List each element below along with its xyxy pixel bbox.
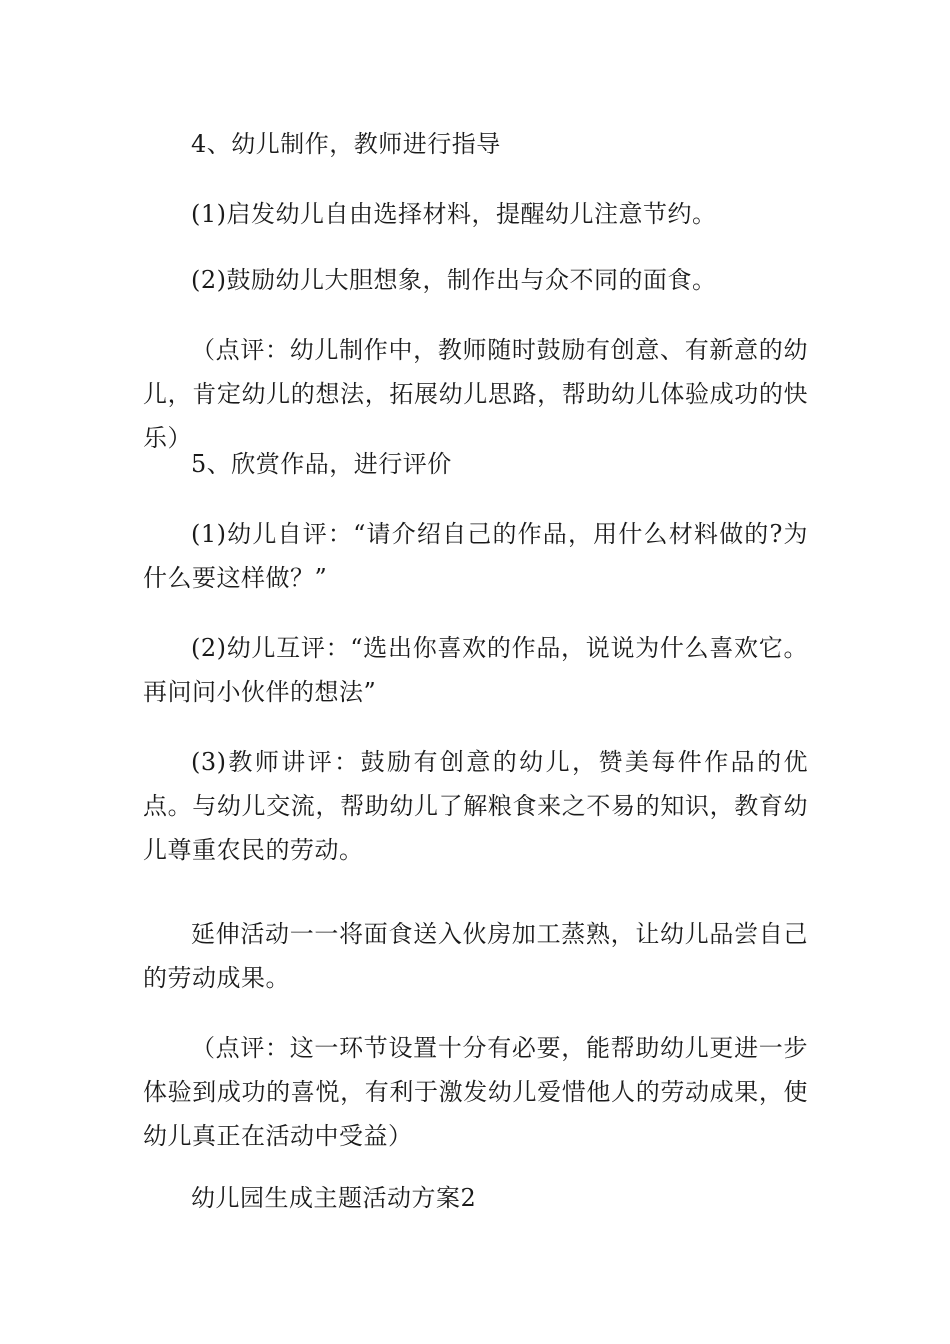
section-title: 幼儿园生成主题活动方案2 — [191, 1184, 477, 1212]
comment-paragraph-1: （点评：幼儿制作中，教师随时鼓励有创意、有新意的幼儿，肯定幼儿的想法，拓展幼儿思路，帮助幼儿体验成功的快乐） — [143, 336, 808, 452]
step-4-item-1: (1)启发幼儿自由选择材料，提醒幼儿注意节约。 — [191, 200, 717, 228]
step-5-item-1: (1)幼儿自评：“请介绍自己的作品，用什么材料做的?为什么要这样做？” — [143, 520, 808, 592]
step-4-heading: 4、幼儿制作，教师进行指导 — [191, 130, 501, 158]
step-5-item-2: (2)幼儿互评：“选出你喜欢的作品，说说为什么喜欢它。再问问小伙伴的想法” — [143, 634, 808, 706]
step-4-item-2: (2)鼓励幼儿大胆想象，制作出与众不同的面食。 — [191, 266, 717, 294]
step-5-heading: 5、欣赏作品，进行评价 — [191, 450, 452, 478]
extension-activity: 延伸活动一一将面食送入伙房加工蒸熟，让幼儿品尝自己的劳动成果。 — [143, 920, 808, 992]
comment-paragraph-2: （点评：这一环节设置十分有必要，能帮助幼儿更进一步体验到成功的喜悦，有利于激发幼儿爱惜他人的劳动成果，使幼儿真正在活动中受益） — [143, 1034, 808, 1150]
step-5-item-3: (3)教师讲评：鼓励有创意的幼儿，赞美每件作品的优点。与幼儿交流，帮助幼儿了解粮食来之不易的知识，教育幼儿尊重农民的劳动。 — [143, 748, 808, 864]
